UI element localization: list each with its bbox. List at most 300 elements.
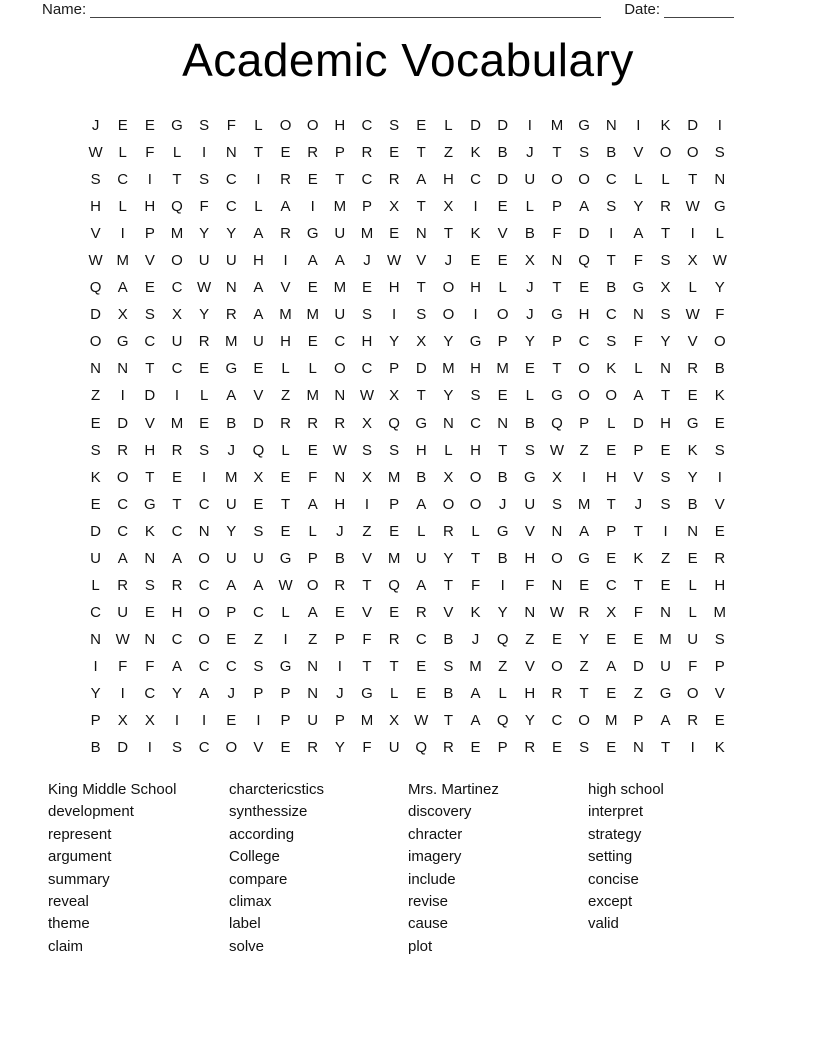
grid-cell: Z	[443, 144, 453, 162]
grid-cell: K	[144, 522, 155, 540]
grid-cell: J	[526, 279, 534, 297]
grid-cell: G	[713, 198, 726, 216]
grid-cell: D	[632, 657, 644, 675]
grid-cell: E	[199, 414, 210, 432]
grid-cell: R	[171, 576, 183, 594]
grid-cell: I	[500, 576, 505, 594]
grid-cell: P	[226, 603, 237, 621]
grid-cell: M	[442, 360, 455, 378]
grid-cell: M	[170, 414, 184, 432]
grid-cell: X	[687, 252, 698, 270]
grid-cell: U	[334, 225, 346, 243]
grid-cell: H	[280, 333, 291, 351]
grid-cell: E	[90, 414, 101, 432]
word-item: compare	[229, 870, 288, 888]
grid-cell: R	[225, 306, 237, 324]
grid-cell: E	[389, 603, 400, 621]
grid-cell: T	[172, 495, 182, 513]
grid-cell: Y	[687, 468, 698, 486]
grid-cell: C	[90, 603, 101, 621]
grid-cell: N	[714, 171, 726, 189]
grid-cell: Z	[90, 387, 101, 405]
grid-cell: X	[443, 468, 454, 486]
grid-cell: M	[170, 225, 184, 243]
grid-cell: F	[308, 468, 318, 486]
grid-cell: J	[336, 522, 344, 540]
word-grid	[82, 112, 733, 761]
grid-cell: S	[253, 522, 264, 540]
grid-cell: E	[497, 198, 508, 216]
grid-cell: C	[415, 630, 427, 648]
grid-cell: G	[686, 414, 699, 432]
grid-cell: S	[199, 117, 210, 135]
grid-cell: F	[633, 333, 643, 351]
grid-cell: M	[387, 468, 401, 486]
grid-cell: A	[117, 549, 128, 567]
grid-cell: V	[416, 252, 427, 270]
grid-cell: Q	[388, 576, 400, 594]
grid-cell: P	[334, 630, 345, 648]
word-item: include	[408, 870, 456, 888]
grid-cell: C	[551, 712, 563, 730]
grid-cell: W	[332, 441, 347, 459]
grid-cell: R	[388, 630, 400, 648]
grid-cell: I	[663, 522, 668, 540]
grid-cell: W	[712, 252, 727, 270]
word-item: except	[588, 893, 633, 911]
grid-cell: I	[310, 198, 315, 216]
grid-cell: V	[443, 603, 454, 621]
grid-cell: P	[389, 360, 400, 378]
grid-cell: H	[144, 441, 156, 459]
grid-cell: A	[579, 198, 590, 216]
grid-cell: N	[415, 225, 427, 243]
word-item: theme	[48, 915, 90, 933]
grid-cell: U	[524, 495, 536, 513]
grid-cell: F	[118, 657, 128, 675]
grid-cell: O	[306, 117, 319, 135]
grid-cell: N	[632, 739, 644, 757]
grid-cell: M	[550, 117, 564, 135]
grid-cell: L	[281, 441, 290, 459]
grid-cell: F	[470, 576, 481, 594]
grid-cell: M	[116, 252, 129, 270]
grid-cell: T	[470, 549, 481, 567]
grid-cell: S	[660, 468, 671, 486]
grid-cell: K	[606, 360, 617, 378]
grid-cell: L	[634, 360, 643, 378]
word-item: King Middle School	[48, 781, 177, 798]
grid-cell: E	[579, 279, 590, 297]
grid-cell: U	[524, 171, 536, 189]
grid-cell: F	[552, 225, 562, 243]
grid-cell: Q	[578, 252, 590, 270]
grid-cell: N	[307, 657, 319, 675]
grid-cell: N	[334, 387, 346, 405]
grid-cell: L	[91, 576, 100, 594]
grid-cell: F	[226, 117, 236, 135]
grid-cell: S	[389, 441, 400, 459]
grid-cell: H	[470, 441, 481, 459]
grid-cell: W	[549, 441, 565, 459]
grid-cell: S	[470, 387, 481, 405]
grid-cell: D	[415, 360, 427, 378]
grid-cell: D	[252, 414, 264, 432]
grid-cell: U	[198, 252, 210, 270]
grid-cell: G	[469, 333, 482, 351]
grid-cell: J	[336, 685, 344, 702]
grid-cell: R	[334, 414, 346, 432]
grid-cell: N	[551, 576, 563, 594]
grid-cell: H	[415, 441, 427, 459]
grid-cell: E	[226, 630, 237, 648]
grid-cell: T	[660, 739, 671, 757]
grid-cell: D	[632, 414, 644, 432]
grid-cell: M	[306, 387, 319, 405]
grid-cell: G	[306, 225, 319, 243]
grid-cell: B	[687, 495, 698, 513]
grid-cell: O	[442, 306, 455, 324]
grid-cell: U	[334, 306, 346, 324]
grid-cell: E	[524, 360, 535, 378]
grid-cell: W	[685, 198, 700, 216]
grid-cell: O	[686, 144, 699, 162]
grid-cell: G	[578, 117, 590, 135]
grid-cell: L	[254, 117, 263, 135]
grid-cell: E	[551, 630, 562, 648]
grid-cell: G	[415, 414, 428, 432]
grid-cell: R	[524, 739, 536, 757]
grid-cell: T	[389, 657, 399, 675]
grid-cell: C	[198, 739, 210, 757]
grid-cell: Y	[226, 522, 237, 540]
grid-cell: R	[687, 712, 699, 730]
grid-cell: L	[308, 360, 317, 378]
word-item: charctericstics	[229, 781, 325, 798]
grid-cell: F	[145, 657, 155, 675]
grid-cell: E	[307, 171, 318, 189]
grid-cell: M	[469, 657, 482, 675]
grid-cell: F	[362, 630, 372, 648]
grid-cell: I	[120, 685, 125, 702]
grid-cell: F	[715, 306, 725, 324]
grid-cell: K	[660, 117, 671, 135]
grid-cell: Z	[660, 549, 671, 567]
grid-cell: A	[307, 252, 318, 270]
word-item: synthessize	[229, 803, 308, 821]
word-item: represent	[48, 825, 112, 843]
grid-cell: K	[714, 739, 725, 757]
grid-cell: R	[551, 685, 563, 702]
word-item: cause	[408, 915, 449, 933]
word-item: reveal	[48, 893, 89, 911]
grid-cell: P	[633, 441, 644, 459]
grid-cell: L	[715, 225, 724, 243]
word-column	[229, 779, 324, 958]
grid-cell: I	[582, 468, 587, 486]
grid-cell: X	[389, 712, 400, 730]
grid-cell: H	[361, 333, 373, 351]
grid-cell: A	[470, 712, 481, 730]
grid-cell: V	[714, 495, 725, 513]
grid-cell: R	[442, 739, 454, 757]
grid-cell: Q	[496, 630, 509, 648]
grid-cell: V	[90, 225, 101, 243]
grid-cell: T	[660, 387, 671, 405]
grid-cell: S	[579, 144, 590, 162]
grid-cell: D	[117, 739, 129, 757]
grid-cell: Y	[334, 739, 345, 757]
grid-cell: L	[688, 279, 697, 297]
grid-cell: E	[226, 712, 237, 730]
grid-cell: A	[633, 387, 644, 405]
grid-cell: G	[632, 279, 645, 297]
grid-cell: I	[527, 117, 532, 135]
grid-cell: Z	[308, 630, 318, 648]
grid-cell: J	[526, 306, 534, 324]
grid-cell: C	[361, 360, 373, 378]
grid-cell: P	[579, 414, 590, 432]
grid-cell: T	[552, 360, 562, 378]
grid-cell: P	[633, 712, 644, 730]
grid-cell: Y	[660, 333, 671, 351]
grid-cell: T	[253, 144, 263, 162]
grid-cell: S	[144, 576, 155, 594]
grid-cell: M	[225, 333, 238, 351]
grid-cell: P	[280, 685, 291, 702]
grid-cell: A	[416, 171, 427, 189]
grid-cell: C	[470, 414, 481, 432]
grid-cell: U	[415, 549, 427, 567]
grid-cell: L	[417, 522, 426, 540]
grid-cell: S	[443, 657, 454, 675]
grid-cell: A	[171, 549, 182, 567]
grid-cell: E	[714, 712, 725, 730]
grid-cell: C	[171, 279, 183, 297]
grid-cell: R	[198, 333, 210, 351]
grid-cell: S	[253, 657, 264, 675]
grid-cell: N	[551, 522, 563, 540]
grid-cell: C	[334, 333, 346, 351]
grid-cell: Z	[280, 387, 291, 405]
grid-cell: L	[607, 414, 616, 432]
grid-cell: O	[334, 360, 346, 378]
grid-cell: A	[470, 685, 481, 702]
grid-cell: B	[606, 279, 617, 297]
grid-cell: C	[117, 522, 129, 540]
grid-cell: P	[90, 712, 101, 730]
grid-cell: S	[199, 441, 210, 459]
grid-cell: V	[497, 225, 508, 243]
grid-cell: X	[361, 468, 372, 486]
grid-cell: F	[688, 657, 698, 675]
grid-cell: E	[389, 225, 400, 243]
grid-cell: E	[551, 739, 562, 757]
grid-cell: E	[253, 495, 264, 513]
grid-cell: A	[660, 712, 671, 730]
grid-cell: U	[225, 549, 237, 567]
grid-cell: Q	[388, 414, 400, 432]
grid-cell: O	[551, 657, 563, 675]
grid-cell: S	[90, 441, 101, 459]
grid-cell: L	[254, 198, 263, 216]
date-blank-line	[664, 3, 734, 18]
grid-cell: A	[633, 225, 644, 243]
grid-cell: F	[525, 576, 535, 594]
grid-cell: T	[172, 171, 182, 189]
grid-cell: Z	[579, 657, 589, 675]
grid-cell: G	[225, 360, 238, 378]
grid-cell: S	[606, 198, 617, 216]
word-item: plot	[408, 937, 433, 955]
grid-cell: D	[90, 522, 101, 540]
grid-cell: C	[470, 171, 481, 189]
grid-cell: S	[714, 144, 725, 162]
grid-cell: W	[549, 603, 565, 621]
grid-cell: I	[690, 739, 695, 757]
grid-cell: N	[632, 306, 644, 324]
grid-cell: O	[713, 333, 726, 351]
grid-cell: E	[714, 522, 725, 540]
grid-cell: R	[171, 441, 183, 459]
grid-cell: A	[253, 576, 264, 594]
grid-cell: A	[416, 576, 427, 594]
grid-cell: D	[497, 171, 509, 189]
grid-cell: U	[252, 549, 264, 567]
grid-cell: L	[118, 198, 127, 216]
grid-cell: L	[688, 603, 697, 621]
grid-cell: O	[578, 387, 590, 405]
grid-cell: V	[633, 468, 644, 486]
grid-cell: O	[198, 603, 210, 621]
grid-cell: U	[660, 657, 671, 675]
grid-cell: L	[525, 387, 534, 405]
grid-cell: R	[660, 198, 671, 216]
word-column	[588, 779, 664, 936]
grid-cell: H	[470, 360, 481, 378]
word-item: climax	[229, 893, 272, 911]
grid-cell: S	[171, 739, 182, 757]
word-item: setting	[588, 848, 633, 866]
grid-cell: O	[469, 468, 482, 486]
grid-cell: X	[144, 712, 155, 730]
grid-cell: H	[605, 468, 617, 486]
grid-cell: I	[120, 387, 125, 405]
grid-cell: Q	[551, 414, 563, 432]
grid-cell: P	[389, 495, 400, 513]
grid-cell: O	[225, 739, 238, 757]
grid-cell: K	[90, 468, 101, 486]
grid-cell: I	[202, 468, 207, 486]
grid-cell: B	[524, 414, 535, 432]
grid-cell: C	[198, 495, 210, 513]
grid-cell: O	[551, 549, 563, 567]
grid-cell: Q	[496, 712, 509, 730]
grid-cell: U	[171, 333, 183, 351]
grid-cell: K	[470, 225, 481, 243]
grid-cell: N	[497, 414, 509, 432]
grid-cell: N	[117, 360, 129, 378]
grid-cell: B	[497, 549, 508, 567]
grid-cell: B	[443, 630, 454, 648]
grid-cell: M	[279, 306, 292, 324]
grid-cell: L	[444, 441, 453, 459]
grid-cell: N	[334, 468, 346, 486]
grid-cell: R	[415, 603, 427, 621]
grid-cell: X	[171, 306, 182, 324]
grid-cell: L	[471, 522, 480, 540]
grid-cell: M	[577, 495, 591, 513]
grid-cell: P	[280, 712, 291, 730]
grid-cell: O	[469, 495, 482, 513]
grid-cell: C	[198, 657, 210, 675]
grid-cell: H	[524, 685, 536, 702]
grid-cell: N	[687, 522, 699, 540]
grid-cell: J	[91, 117, 100, 135]
grid-cell: E	[714, 414, 725, 432]
grid-cell: C	[171, 522, 183, 540]
grid-cell: G	[578, 549, 590, 567]
grid-cell: U	[252, 333, 264, 351]
word-item: revise	[408, 893, 449, 911]
grid-cell: Y	[497, 603, 508, 621]
grid-cell: G	[523, 468, 536, 486]
grid-cell: C	[361, 171, 373, 189]
grid-cell: T	[579, 685, 589, 702]
grid-cell: X	[361, 414, 372, 432]
word-item: strategy	[588, 825, 642, 843]
grid-cell: G	[659, 685, 672, 702]
grid-cell: T	[606, 495, 616, 513]
grid-cell: S	[714, 630, 725, 648]
grid-cell: U	[687, 630, 699, 648]
grid-cell: C	[225, 657, 237, 675]
grid-cell: A	[606, 657, 617, 675]
grid-cell: N	[225, 144, 237, 162]
grid-cell: D	[578, 225, 590, 243]
grid-cell: C	[117, 171, 129, 189]
grid-cell: R	[280, 225, 291, 243]
grid-cell: H	[388, 279, 400, 297]
grid-cell: W	[685, 306, 700, 324]
grid-cell: Q	[415, 739, 428, 757]
grid-cell: T	[280, 495, 291, 513]
grid-cell: S	[660, 306, 671, 324]
grid-cell: Q	[171, 198, 183, 216]
grid-cell: P	[334, 144, 345, 162]
grid-cell: F	[633, 603, 643, 621]
grid-cell: G	[361, 685, 373, 702]
grid-cell: G	[144, 495, 156, 513]
grid-cell: E	[416, 117, 427, 135]
grid-cell: X	[551, 468, 562, 486]
grid-cell: E	[361, 279, 372, 297]
grid-cell: R	[280, 171, 291, 189]
grid-cell: V	[361, 549, 372, 567]
grid-cell: K	[633, 549, 644, 567]
grid-cell: T	[633, 576, 643, 594]
grid-cell: U	[225, 495, 237, 513]
word-item: solve	[229, 937, 265, 955]
grid-cell: T	[443, 576, 453, 594]
grid-cell: E	[280, 522, 291, 540]
grid-cell: E	[470, 252, 481, 270]
grid-cell: P	[307, 549, 318, 567]
grid-cell: O	[659, 144, 672, 162]
grid-cell: M	[496, 360, 509, 378]
grid-cell: C	[198, 576, 210, 594]
grid-cell: Y	[226, 225, 237, 243]
